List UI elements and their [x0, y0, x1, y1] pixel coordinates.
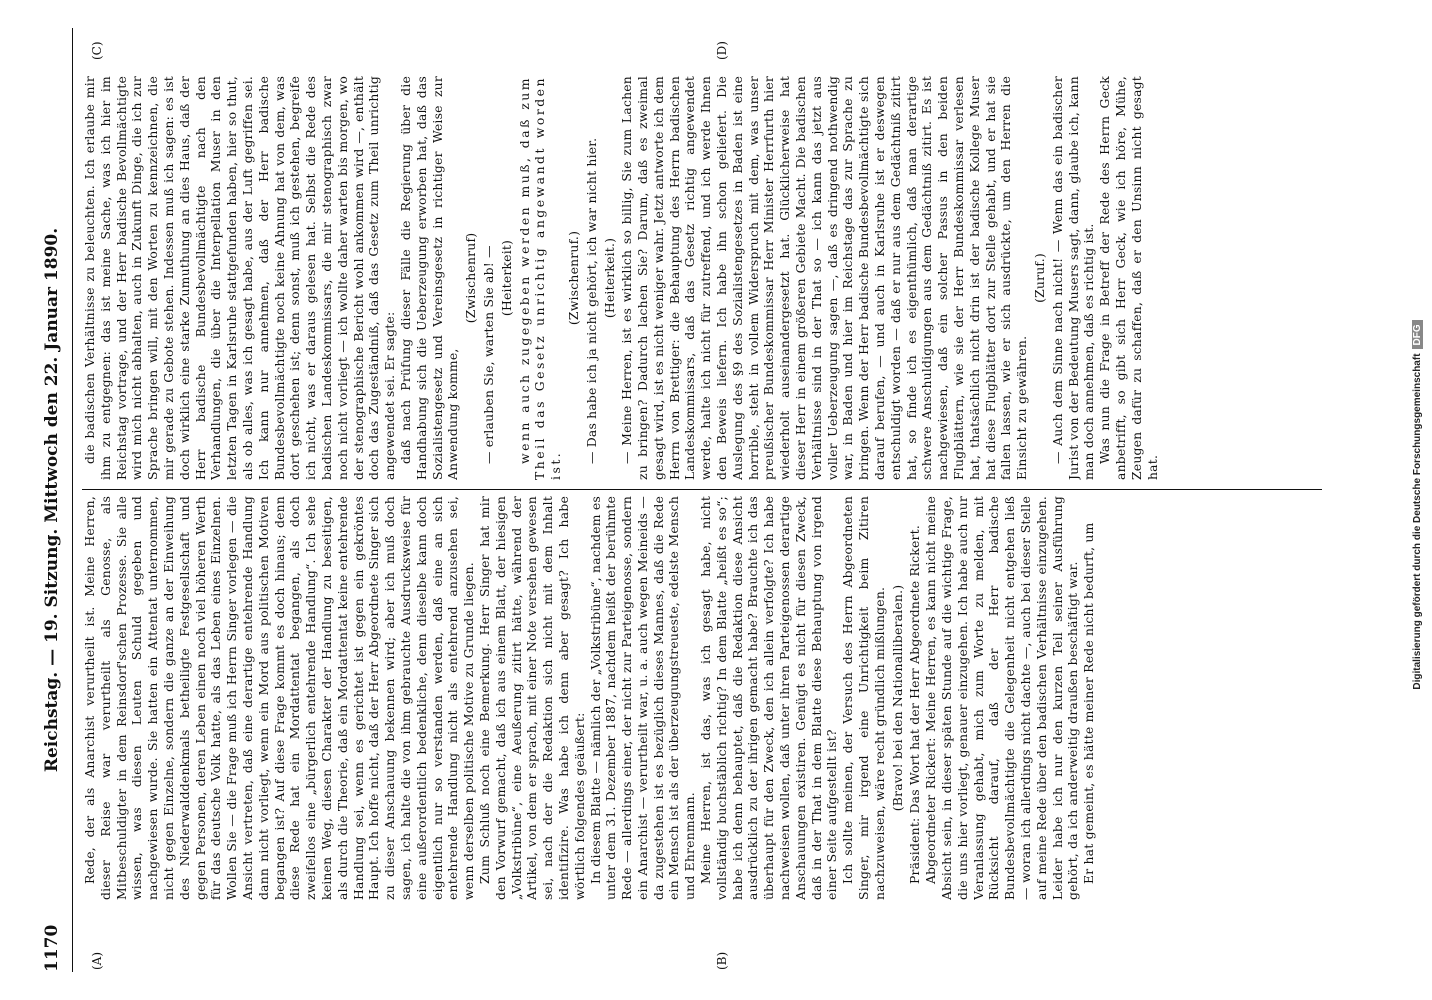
- left-column: [82, 496, 1322, 900]
- paragraph: Zum Schluß noch eine Bemerkung. Herr Singer hat mir den Vorwurf gemacht, daß ich aus einem Blatt, der hiesigen „Volkstribüne“, eine Aeußerung zitirt hätte, während der Artikel, von dem er sprach, mit einer Note versehen gewesen sei, nach der die Redaktion sich nicht mit dem Inhalt identifizire. Was habe ich denn aber gesagt? Ich habe wörtlich folgendes geäußert:: [476, 496, 587, 900]
- credit-text: Digitalisierung gefördert durch die Deutsche Forschungsgemeinschaft: [1412, 353, 1423, 690]
- header-rule: [72, 28, 73, 972]
- paragraph: Meine Herren, ist das, was ich gesagt habe, nicht vollständig buchstäblich richtig? In dem Blatte „heißt es so“; habe ich denn behauptet, daß die Redaktion diese Ansicht ausdrücklich zu der ihrigen gemacht habe? Brauchte ich das überhaupt für den Zweck, den ich allein verfolgte? Ich habe nachweisen wollen, daß unter ihren Parteigenossen derartige Anschauungen existiren. Genügt es nicht für diesen Zweck, daß in der That in dem Blatte diese Behauptung von irgend einer Seite aufgestellt ist?: [698, 496, 840, 900]
- interjection: (Bravo! bei den Nationalliberalen.): [889, 584, 905, 812]
- paragraph: Was nun die Frage in Betreff der Rede des Herrn Geck anbetrifft, so gibt sich Herr Geck, wie ich höre, Mühe, Zeugen dafür zu schaffen, daß er den Unsinn nicht gesagt hat.: [1097, 76, 1160, 480]
- quotation: wenn auch zugegeben werden muß, daß zum Theil das Gesetz unrichtig angewandt worden ist.: [516, 76, 564, 480]
- paragraph: Präsident: Das Wort hat der Herr Abgeordnete Rickert.: [907, 525, 923, 884]
- paragraph: — erlauben Sie, warten Sie ab! —: [480, 245, 496, 464]
- paragraph: Er hat gemeint, es hätte meiner Rede nicht bedurft, um: [1081, 522, 1097, 884]
- margin-mark-c: (C): [90, 41, 104, 60]
- paragraph: — Das habe ich ja nicht gehört, ich war nicht hier.: [583, 137, 599, 464]
- interjection: (Zuruf.): [1032, 253, 1048, 303]
- margin-mark-b: (B): [715, 951, 729, 970]
- quotation: In diesem Blatte — nämlich der „Volkstribüne“, nachdem es unter dem 31. Dezember 1887, nachdem heißt der berühmte Rede — allerdings einer, der nicht zur Parteigenosse, sondern ein Anarchist — verurtheilt war, u. a. auch wegen Meineids — da zugestehen ist es bezüglich dieses Mannes, daß die Rede ein Mensch ist als der überzeugungstreueste, edelste Mensch und Ehrenmann.: [587, 496, 698, 900]
- paragraph: Abgeordneter Rickert: Meine Herren, es kann nicht meine Absicht sein, in dieser späten Stunde auf die wichtige Frage, die uns hier vorliegt, genauer einzugehen. Ich habe auch nur Veranlassung gehabt, mich zum Worte zu melden, mit Rücksicht darauf, daß der Herr badische Bundesbevollmächtigte die Gelegenheit nicht entgehen ließ — woran ich allerdings nicht dachte —, auch bei dieser Stelle auf meine Rede über den badischen Verhältnisse einzugehen. Leider habe ich nur den kurzen Teil seiner Ausführung gehört, da ich anderweitig draußen beschäftigt war.: [923, 496, 1081, 900]
- paragraph: — Meine Herren, ist es wirklich so billig, Sie zum Lachen zu bringen? Dadurch lachen Sie? Darum, daß es zweimal gesagt wird, ist es nicht weniger wahr. Jetzt antworte ich dem Herrn von Brettiger: die Behauptung des Herrn badischen Landeskommissars, daß das Gesetz richtig angewendet werde, halte ich nicht für zutreffend, und ich werde Ihnen den Beweis liefern. Ich habe ihn schon geliefert. Die Auslegung des §9 des Sozialistengesetzes in Baden ist eine horrible, steht in vollem Widerspruch mit dem, was unser preußischer Bundeskommissar Herr Minister Herrfurth hier wiederholt auseinandergesetzt hat. Glücklicherweise hat dieser Herr in einem größeren Gebiete Macht. Die badischen Verhältnisse sind in der That so — ich kann das jetzt aus voller Ueberzeugung sagen —, daß es dringend nothwendig war, in Baden und hier im Reichstage das zur Sprache zu bringen. Wenn der Herr badische Bundesbevollmächtigte sich darauf berufen, — und auch in Karlsruhe ist er deswegen entschuldigt worden — daß er nur aus dem Gedächtniß zitirt hat, so finde ich es eigenthümlich, daß man derartige schwere Anschuldigungen aus dem Gedächtniß zitirt. Es ist nachgewiesen, daß ein solcher Passus in den beiden Flugblättern, wie sie der Herr Bundeskommissar verlesen hat, thatsächlich nicht drin ist der badische Kollege Muser hat diese Flugblätter dort zur Stelle gehabt, und er hat sie fallen lassen, wie er sich ausdrückte, um den Herren die Einsicht zu gewähren.: [619, 76, 1030, 480]
- paragraph: Rede, der als Anarchist verurtheilt ist. Meine Herren, dieser Reise war verurtheilt als Genosse, als Mitbeschuldigter in dem Reinsdorf'schen Prozesse. Sie alle wissen, was diesen Leuten Schuld gegeben und nachgewiesen wurde. Sie hatten ein Attentat unternommen, nicht gegen Einzelne, sondern die ganze an der Einweihung des Niederwalddenkmals betheiligte Festgesellschaft und gegen Personen, deren Leben einen noch viel höheren Werth für das deutsche Volk hatte, als das Leben eines Einzelnen. Wollen Sie — die Frage muß ich Herrn Singer vorlegen — die Ansicht vertreten, daß eine derartige entehrende Handlung dann nicht vorliegt, wenn ein Mord aus politischen Motiven begangen ist? Auf diese Frage kommt es doch hinaus; denn diese Rede hat ein Mordattentat begangen, als doch zweifellos eine „bürgerlich entehrende Handlung“. Ich sehe keinen Weg, diesen Charakter der Handlung zu beseitigen, als durch die Theorie, daß ein Mordattentat keine entehrende Handlung sei, wenn es gerichtet ist gegen ein gekröntes Haupt. Ich hoffe nicht, daß der Herr Abgeordnete Singer sich zu dieser Anschauung bekennen wird; aber ich muß doch sagen, ich halte die von ihm gebrauchte Ausdrucksweise für eine außerordentlich bedenkliche, denn dieselbe kann doch eigentlich nur so verstanden werden, daß eine an sich entehrende Handlung nicht als entehrend anzusehen sei, wenn derselben politische Motive zu Grunde liegen.: [82, 496, 477, 900]
- paragraph: Ich sollte meinen, der Versuch des Herrn Abgeordneten Singer, mir irgend eine Unrichtigkeit beim Zitiren nachzuweisen, wäre recht gründlich mißlungen.: [840, 496, 887, 900]
- page-header: [40, 28, 70, 972]
- paragraph: — Auch dem Sinne nach nicht! — Wenn das ein badischer Jurist von der Bedeutung Musers sagt, dann, glaube ich, kann man doch annehmen, daß es richtig ist.: [1049, 76, 1097, 480]
- margin-mark-d: (D): [715, 41, 729, 60]
- paragraph: die badischen Verhältnisse zu beleuchten. Ich erlaube mir ihm zu entgegnen: das ist meine Sache, was ich hier im Reichstag vortrage, und der Herr badische Bevollmächtigte wird mich nicht abhalten, auch in Zukunft Dinge, die ich zur Sprache bringen will, mit den Worten zu kennzeichnen, die mir gerade zu Gebote stehen. Indessen muß ich sagen: es ist doch wirklich eine starke Zumuthung an dies Haus, daß der Herr badische Bundesbevollmächtigte nach den Verhandlungen, die über die Interpellation Muser in den letzten Tagen in Karlsruhe stattgefunden haben, hier so thut, als ob alles, was ich gesagt habe, aus der Luft gegriffen sei. Ich kann nur annehmen, daß der Herr badische Bundesbevollmächtigte noch keine Ahnung hat von dem, was dort geschehen ist; denn sonst, muß ich gestehen, begreife ich nicht, was er daraus gelesen hat. Selbst die Rede des badischen Landeskommissars, die mir stenographisch zwar noch nicht vorliegt — ich wollte daher warten bis morgen, wo der stenographische Bericht wohl ankommen wird —, enthält doch das Zugeständniß, daß das Gesetz zum Theil unrichtig angewendet sei. Er sagte:: [82, 76, 398, 480]
- column-divider: [82, 489, 1322, 490]
- interjection: (Zwischenruf): [463, 232, 479, 324]
- digitization-credit: [1412, 10, 1432, 1000]
- page-number: 1170: [42, 924, 62, 972]
- interjection: (Heiterkeit.): [601, 237, 617, 319]
- margin-mark-a: (A): [90, 951, 104, 970]
- right-column: [82, 76, 1322, 480]
- header-title: Reichstag. — 19. Sitzung. Mittwoch den 22. Januar 1890.: [42, 227, 62, 773]
- interjection: (Zwischenruf.): [565, 230, 581, 326]
- quotation: daß nach Prüfung dieser Fälle die Regierung über die Handhabung sich die Ueberzeugung erworben hat, daß das Sozialistengesetz und Vereinsgesetz in richtiger Weise zur Anwendung komme,: [397, 76, 461, 480]
- interjection: (Heiterkeit): [498, 239, 514, 317]
- dfg-badge: DFG: [1412, 320, 1423, 349]
